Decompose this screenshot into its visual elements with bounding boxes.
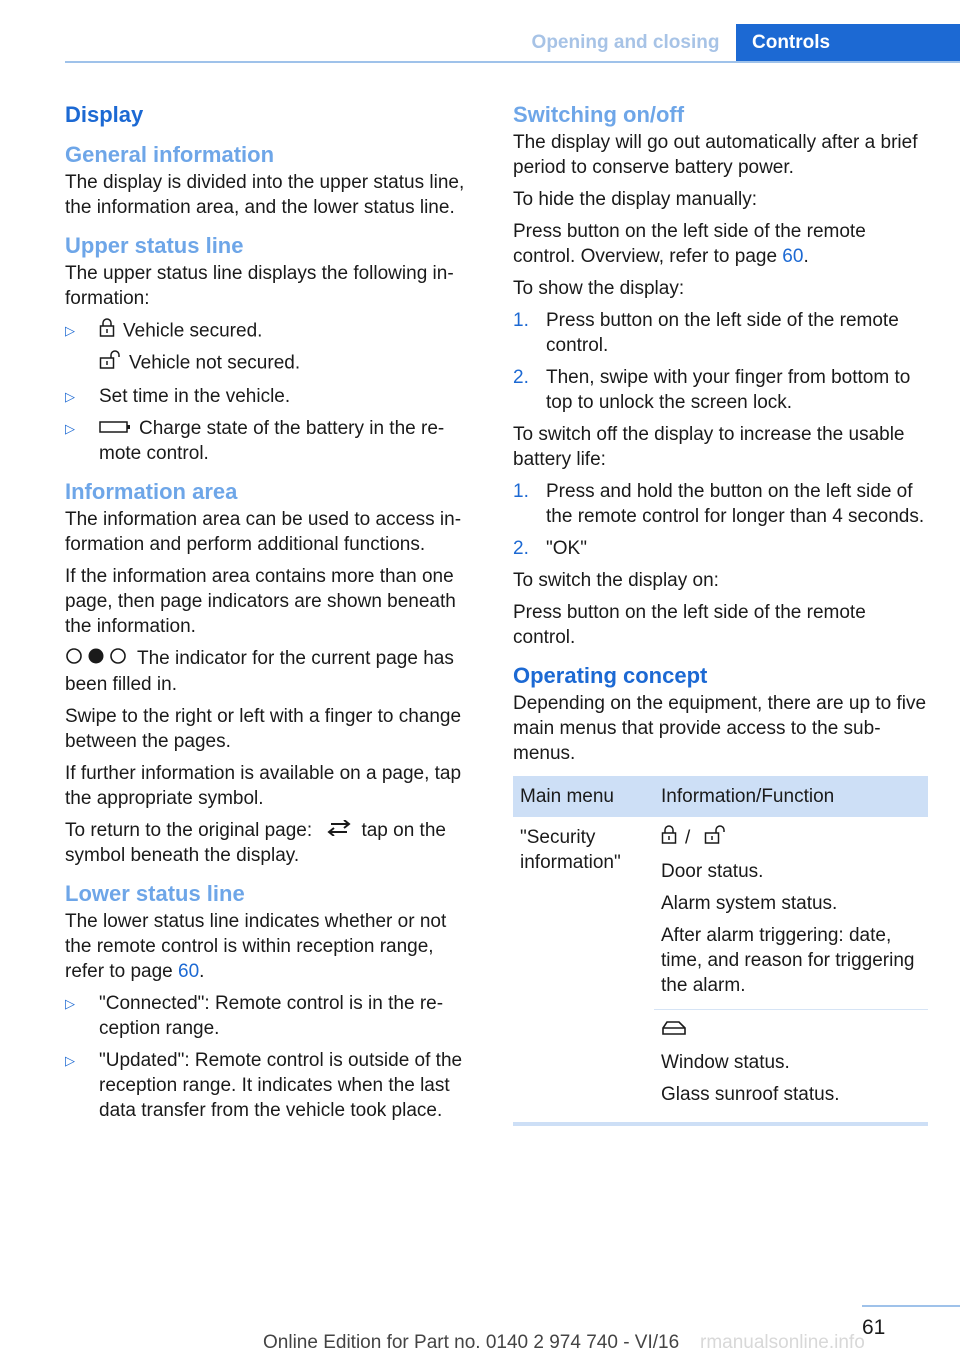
door-status-line: Door status.	[661, 861, 764, 882]
lower-status-intro-end: .	[199, 961, 205, 983]
step-number: 1.	[513, 481, 529, 502]
alarm-trigger-line: After alarm triggering: date, time, and reason for triggering the alarm.	[661, 925, 915, 996]
car-window-icon	[661, 1018, 687, 1043]
list-item	[65, 416, 477, 466]
column-header-information-function: Information/Function	[654, 776, 928, 817]
info-area-text-6	[65, 818, 477, 868]
switching-text-4: To show the display:	[513, 278, 685, 299]
switching-text-5: To switch off the display to increase the usable battery life:	[513, 424, 905, 470]
upper-status-item-text: Set time in the vehicle.	[99, 386, 291, 407]
section-title-display: Display	[65, 102, 144, 127]
heading-lower-status-line: Lower status line	[65, 881, 245, 907]
lower-status-list	[65, 991, 477, 1123]
triangle-bullet-icon: ▷	[65, 421, 75, 436]
list-item-sub	[65, 350, 477, 377]
upper-status-line-section	[65, 231, 477, 466]
header-chapter-tab: Controls	[736, 24, 960, 63]
lower-status-item-text: "Updated": Remote control is outside of the reception range. It indicates when the last data transfer from the vehicle took place.	[99, 1050, 463, 1122]
main-menu-table	[513, 776, 928, 1122]
page-number: 61	[862, 1316, 886, 1339]
left-column	[65, 100, 477, 1130]
list-item	[65, 1048, 477, 1123]
list-item	[513, 536, 928, 561]
general-information-section	[65, 140, 477, 220]
upper-status-list	[65, 318, 477, 466]
table-bottom-rule	[513, 1122, 928, 1126]
step-number: 1.	[513, 310, 529, 331]
triangle-bullet-icon: ▷	[65, 323, 75, 338]
step-number: 2.	[513, 367, 529, 388]
heading-upper-status-line: Upper status line	[65, 233, 244, 258]
step-text: Press and hold the button on the left side of the remote control for longer than 4 seconds.	[546, 481, 925, 527]
return-arrows-icon	[325, 818, 353, 843]
triangle-bullet-icon: ▷	[65, 996, 75, 1012]
show-display-steps	[513, 308, 928, 415]
switching-text-3	[513, 219, 928, 269]
cell-security-information: "Security information"	[520, 827, 621, 873]
lock-icons-line	[661, 825, 921, 852]
alarm-status-line: Alarm system status.	[661, 893, 838, 914]
list-item	[513, 365, 928, 415]
heading-information-area: Information area	[65, 479, 238, 505]
lock-open-icon	[99, 350, 121, 377]
upper-status-item-subtext: Vehicle not secured.	[129, 352, 301, 374]
step-text: Press button on the left side of the remote control.	[546, 310, 899, 356]
lock-open-icon	[704, 825, 726, 852]
return-text-before: To return to the original page:	[65, 819, 313, 841]
switching-text-3-end: .	[803, 246, 809, 267]
info-area-text-5: If further information is available on a page, tap the appropriate symbol.	[65, 762, 462, 809]
right-column	[513, 100, 928, 1126]
switching-section	[513, 100, 928, 650]
lower-status-item-text: "Connected": Remote control is in the reception range.	[99, 993, 444, 1040]
info-area-text-4: Swipe to the right or left with a finger to change between the pages.	[65, 705, 462, 752]
info-area-text-3	[65, 646, 477, 696]
step-text: Then, swipe with your finger from bottom to top to unlock the screen lock.	[546, 367, 911, 413]
step-number: 2.	[513, 538, 529, 559]
operating-concept-text: Depending on the equipment, there are up to five main menus that provide access to the sub-menus.	[513, 693, 927, 764]
upper-status-intro: The upper status line displays the following information:	[65, 263, 454, 309]
header-section-title: Opening and closing	[531, 32, 720, 53]
page-header	[0, 24, 960, 62]
information-area-section	[65, 477, 477, 868]
lock-closed-icon	[661, 825, 677, 852]
switching-text-2: To hide the display manually:	[513, 189, 757, 210]
column-header-main-menu: Main menu	[513, 776, 654, 817]
cell-door-status	[654, 817, 928, 1010]
triangle-bullet-icon: ▷	[65, 1053, 75, 1069]
upper-status-item-text: Charge state of the battery in the remote control.	[99, 418, 445, 465]
switching-text-3-body: Press button on the left side of the remote control. Overview, refer to page	[513, 221, 866, 267]
sunroof-status-line: Glass sunroof status.	[661, 1084, 840, 1106]
operating-concept-section	[513, 661, 928, 766]
car-icon-line	[661, 1018, 921, 1043]
page-indicator-icon	[65, 647, 127, 672]
general-information-text: The display is divided into the upper status line, the information area, and the lower status line.	[65, 172, 465, 218]
triangle-bullet-icon: ▷	[65, 389, 75, 404]
icon-separator: /	[685, 827, 691, 849]
switching-text-6: To switch the display on:	[513, 570, 719, 591]
heading-operating-concept: Operating concept	[513, 663, 708, 688]
info-area-text-2: If the information area contains more than one page, then page indicators are shown beneath the information.	[65, 566, 456, 638]
switching-text-1: The display will go out automatically after a brief period to conserve battery power.	[513, 132, 918, 178]
table-row	[513, 817, 928, 1010]
lock-closed-icon	[99, 318, 115, 345]
list-item	[65, 991, 477, 1041]
list-item	[513, 308, 928, 358]
page-link-60[interactable]: 60	[782, 246, 804, 267]
edition-footer: Online Edition for Part no. 0140 2 974 740 - VI/16	[263, 1332, 680, 1353]
list-item	[65, 384, 477, 409]
table-header-row	[513, 776, 928, 817]
lower-status-intro-text: The lower status line indicates whether or not the remote control is within reception range, refer to page	[65, 911, 447, 983]
list-item	[65, 318, 477, 345]
return-text-after: tap on the symbol beneath the display.	[65, 819, 446, 867]
page-indicator-text: The indicator for the current page has been filled in.	[65, 648, 454, 695]
heading-general-information: General information	[65, 142, 275, 167]
header-rule	[65, 61, 960, 63]
step-text: "OK"	[546, 538, 587, 559]
cell-window-status	[654, 1010, 928, 1123]
footer-rule	[862, 1305, 960, 1307]
battery-icon	[99, 416, 131, 441]
upper-status-item-text: Vehicle secured.	[123, 320, 263, 342]
watermark: rmanualsonline.info	[700, 1332, 865, 1353]
list-item	[513, 479, 928, 529]
page-link-60[interactable]: 60	[178, 961, 200, 983]
switching-text-7: Press button on the left side of the remote control.	[513, 602, 866, 648]
switch-off-steps	[513, 479, 928, 561]
heading-switching-on-off: Switching on/off	[513, 102, 685, 127]
lower-status-line-section	[65, 879, 477, 1123]
info-area-text-1: The information area can be used to access information and perform additional functions.	[65, 509, 462, 556]
lower-status-intro	[65, 909, 477, 984]
window-status-line: Window status.	[661, 1052, 790, 1074]
